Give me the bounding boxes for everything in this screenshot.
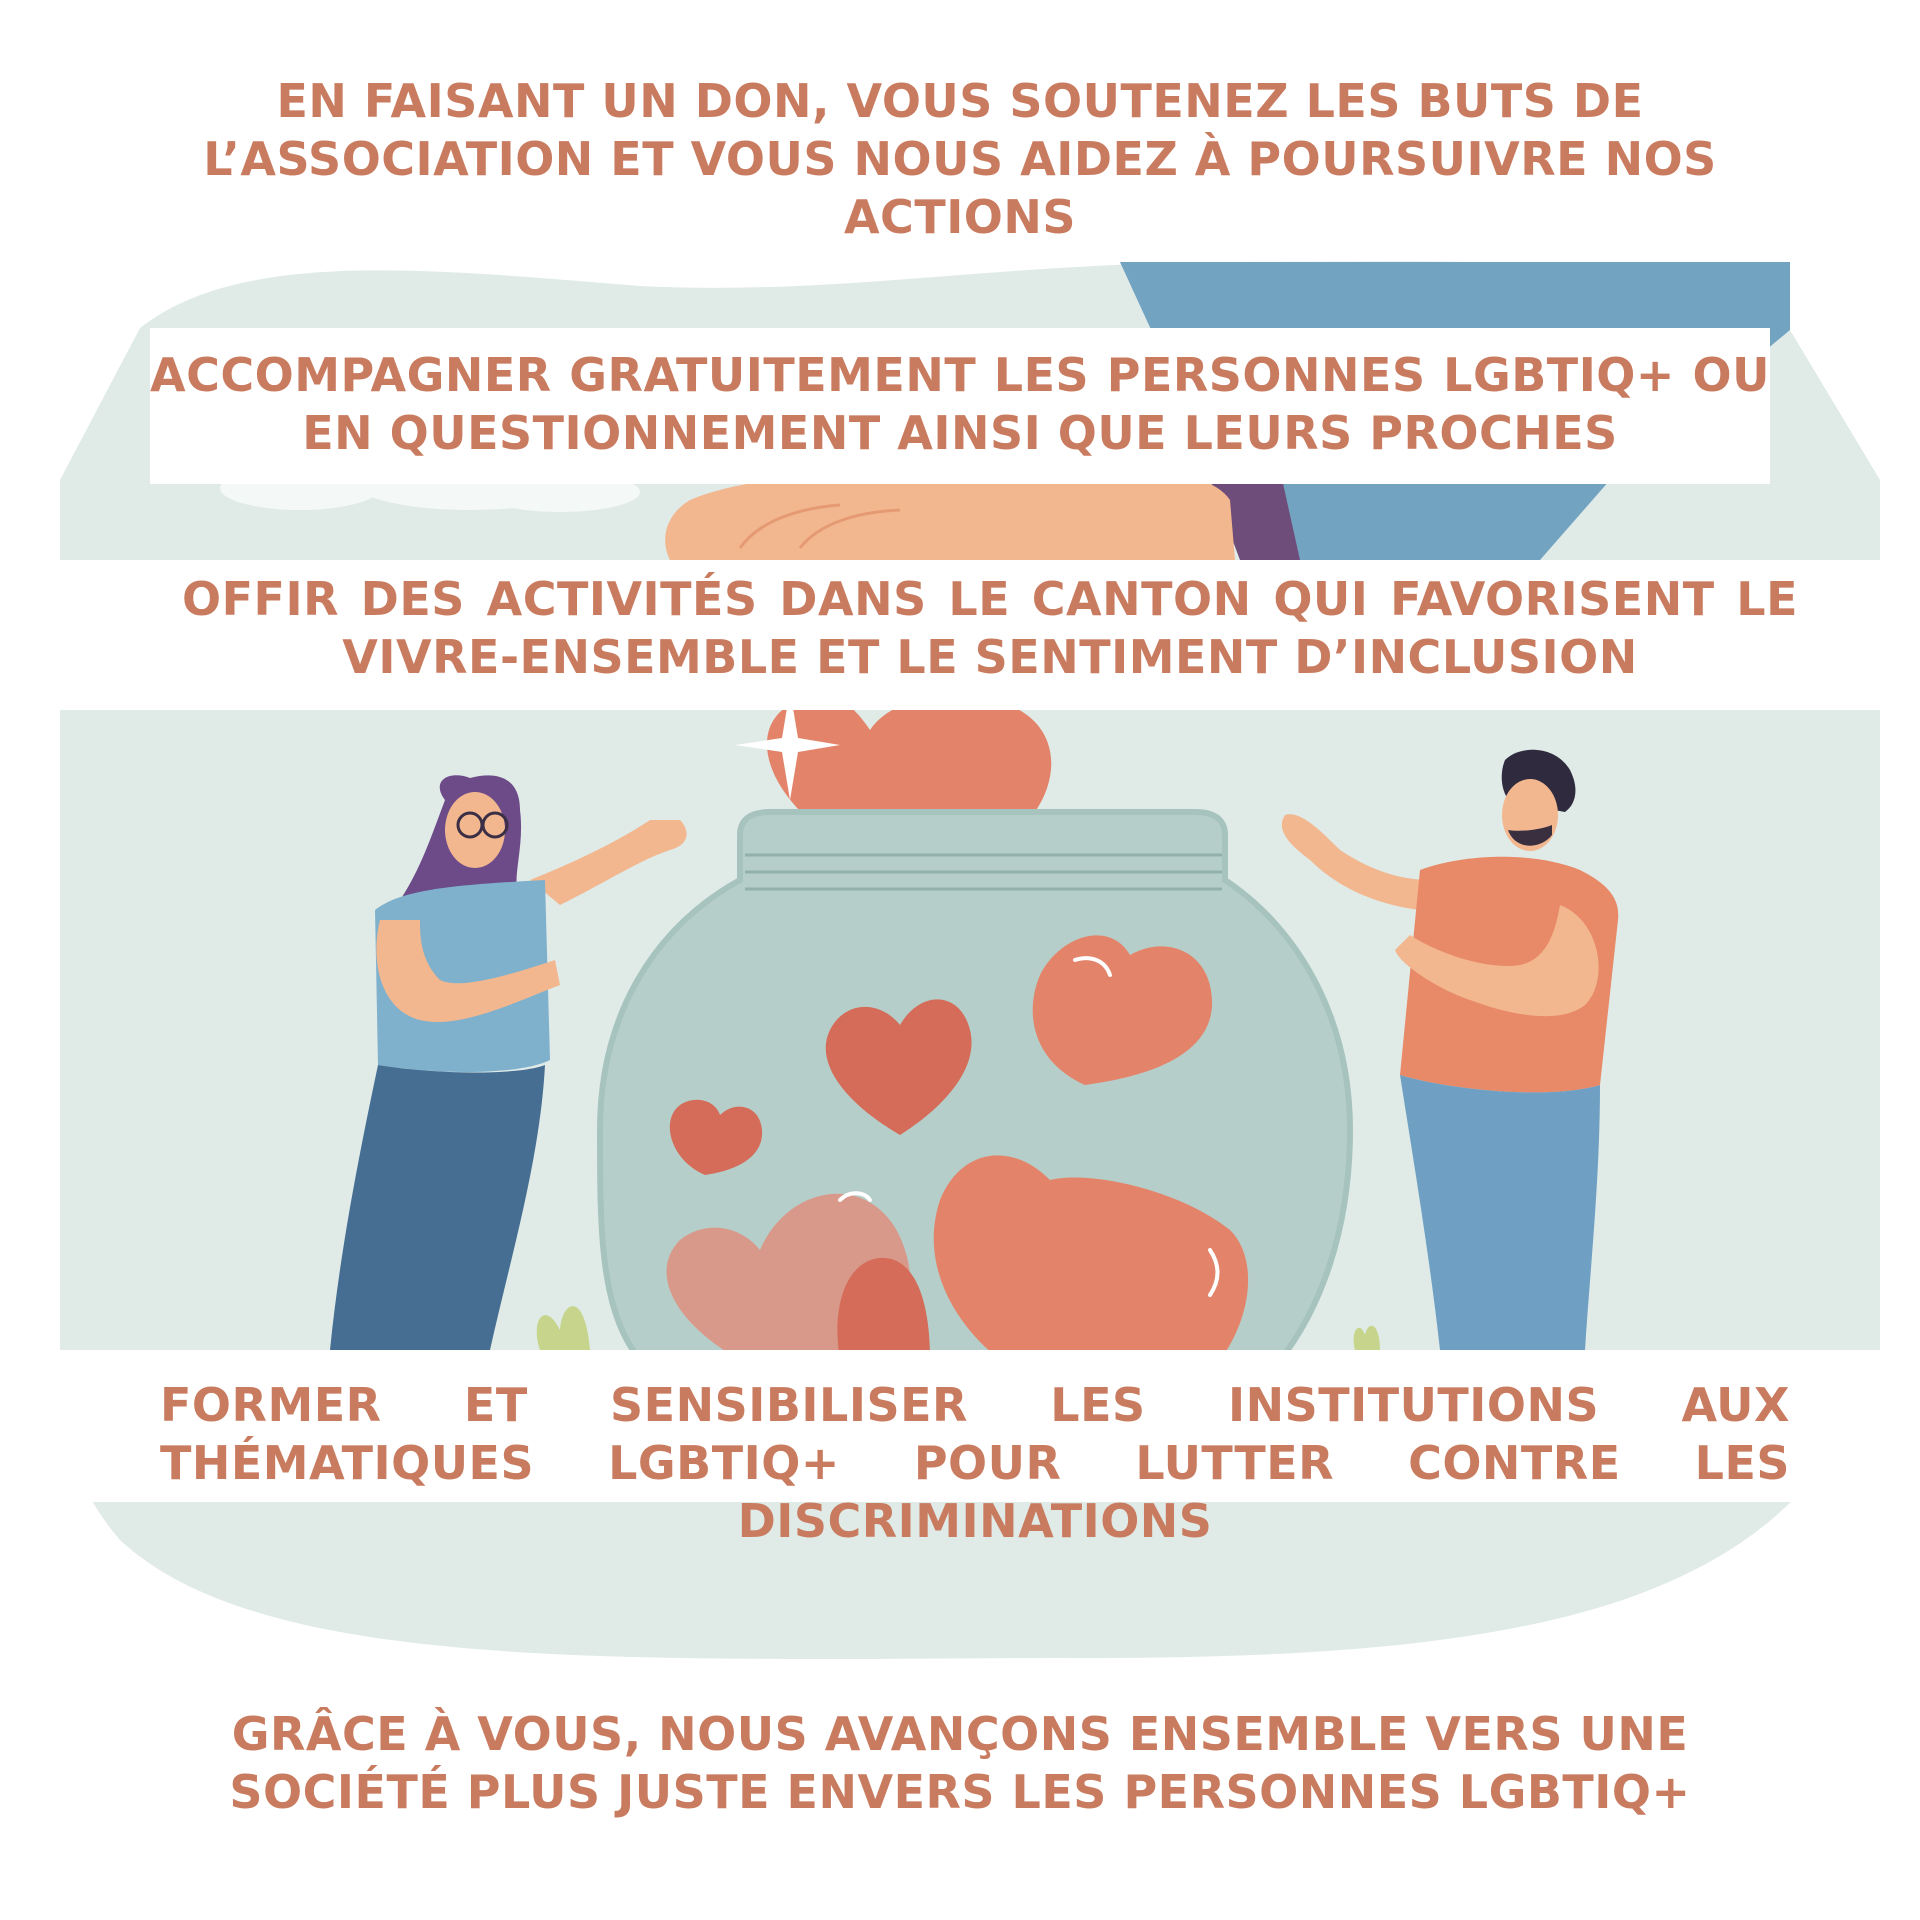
donation-jar-icon xyxy=(600,812,1350,1360)
goal-text-1: ACCOMPAGNER GRATUITEMENT LES PERSONNES LGBTIQ+ OU EN QUESTIONNEMENT AINSI QUE LEURS PROCHES xyxy=(150,328,1770,484)
closing-text: GRÂCE À VOUS, NOUS AVANÇONS ENSEMBLE VERS UNE SOCIÉTÉ PLUS JUSTE ENVERS LES PERSONNES LGBTIQ+ xyxy=(150,1705,1770,1821)
goal-text-3: FORMER ET SENSIBILISER LES INSTITUTIONS AUX THÉMATIQUES LGBTIQ+ POUR LUTTER CONTRE LES DISCRIMINATIONS xyxy=(60,1350,1880,1502)
intro-text: EN FAISANT UN DON, VOUS SOUTENEZ LES BUTS DE L’ASSOCIATION ET VOUS NOUS AIDEZ À POURSUIVRE NOS ACTIONS xyxy=(150,72,1770,246)
goal-text-2: OFFIR DES ACTIVITÉS DANS LE CANTON QUI FAVORISENT LE VIVRE-ENSEMBLE ET LE SENTIMENT D’INCLUSION xyxy=(60,560,1880,710)
